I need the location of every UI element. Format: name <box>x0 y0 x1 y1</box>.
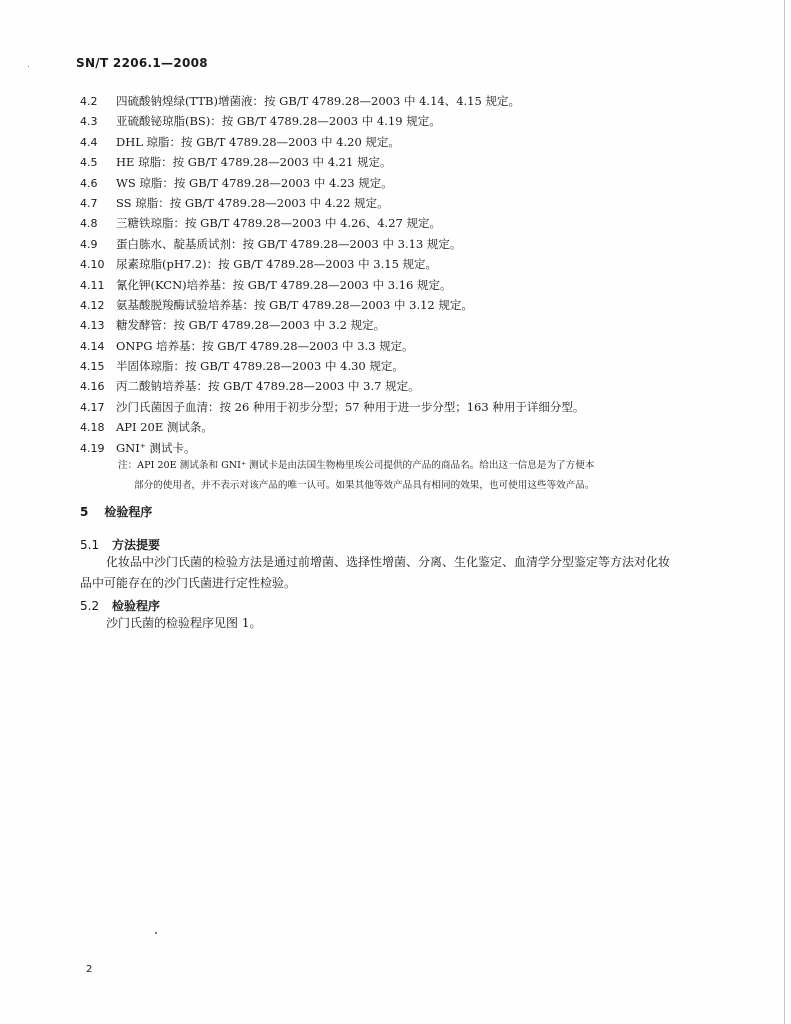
section-number: 5 <box>80 505 89 519</box>
item-number: 4.4 <box>80 135 98 149</box>
note-line-1: 注：API 20E 测试条和 GNI⁺ 测试卡是由法国生物梅里埃公司提供的产品的商品名。给出这一信息是为了方便本 <box>118 460 595 471</box>
list-item <box>80 275 690 295</box>
item-text: 蛋白胨水、靛基质试剂：按 GB/T 4789.28—2003 中 3.13 规定。 <box>116 236 462 251</box>
item-text: 糖发酵管：按 GB/T 4789.28—2003 中 3.2 规定。 <box>116 318 386 333</box>
subsection-number: 5.2 <box>80 599 100 613</box>
list-item <box>80 173 690 193</box>
list-item <box>80 295 690 315</box>
item-text: 氨基酸脱羧酶试验培养基：按 GB/T 4789.28—2003 中 3.12 规定。 <box>116 297 473 312</box>
list-item <box>80 438 690 458</box>
item-number: 4.13 <box>80 319 105 333</box>
list-item <box>80 336 690 356</box>
subsection-heading <box>80 536 160 553</box>
page-edge-shadow <box>784 0 785 1024</box>
list-item <box>80 254 690 274</box>
list-item <box>80 91 690 111</box>
item-text: 沙门氏菌因子血清：按 26 种用于初步分型；57 种用于进一步分型；163 种用于详细分型。 <box>116 399 585 414</box>
item-text: 亚硫酸铋琼脂(BS)：按 GB/T 4789.28—2003 中 4.19 规定。 <box>116 114 441 129</box>
section-heading <box>80 503 152 520</box>
procedure-paragraph: 沙门氏菌的检验程序见图 1。 <box>106 616 262 630</box>
item-number: 4.6 <box>80 176 98 190</box>
scan-speck <box>28 66 29 67</box>
list-item <box>80 213 690 233</box>
item-text: HE 琼脂：按 GB/T 4789.28—2003 中 4.21 规定。 <box>116 155 392 170</box>
section-title: 检验程序 <box>104 505 153 519</box>
header-rule <box>76 78 676 79</box>
item-number: 4.3 <box>80 115 98 129</box>
list-item <box>80 234 690 254</box>
item-text: API 20E 测试条。 <box>116 420 213 435</box>
item-text: GNI⁺ 测试卡。 <box>116 440 196 455</box>
item-number: 4.12 <box>80 298 105 312</box>
item-text: 丙二酸钠培养基：按 GB/T 4789.28—2003 中 3.7 规定。 <box>116 379 420 394</box>
list-item <box>80 397 690 417</box>
subsection-title: 检验程序 <box>112 599 161 613</box>
method-summary-paragraph: 化妆品中沙门氏菌的检验方法是通过前增菌、选择性增菌、分离、生化鉴定、血清学分型鉴定等方法对化妆品中可能存在的沙门氏菌进行定性检验。 <box>80 555 671 590</box>
scan-speck <box>155 932 157 934</box>
list-item <box>80 152 690 172</box>
item-number: 4.8 <box>80 217 98 231</box>
item-number: 4.18 <box>80 421 105 435</box>
item-text: ONPG 培养基：按 GB/T 4789.28—2003 中 3.3 规定。 <box>116 338 414 353</box>
item-text: 尿素琼脂(pH7.2)：按 GB/T 4789.28—2003 中 3.15 规定。 <box>116 257 438 272</box>
note-block <box>118 456 688 496</box>
item-text: DHL 琼脂：按 GB/T 4789.28—2003 中 4.20 规定。 <box>116 134 400 149</box>
list-item <box>80 315 690 335</box>
item-text: 半固体琼脂：按 GB/T 4789.28—2003 中 4.30 规定。 <box>116 359 404 374</box>
list-item <box>80 356 690 376</box>
note-line-2: 部分的使用者，并不表示对该产品的唯一认可。如果其他等效产品具有相同的效果，也可使用这些等效产品。 <box>134 480 595 491</box>
subsection-title: 方法提要 <box>112 538 161 552</box>
standard-code-header: SN/T 2206.1—2008 <box>76 56 208 70</box>
subsection-heading <box>80 597 160 614</box>
list-item <box>80 376 690 396</box>
list-item <box>80 111 690 131</box>
item-text: SS 琼脂：按 GB/T 4789.28—2003 中 4.22 规定。 <box>116 195 389 210</box>
item-number: 4.10 <box>80 258 105 272</box>
item-text: 三糖铁琼脂：按 GB/T 4789.28—2003 中 4.26、4.27 规定。 <box>116 216 441 231</box>
list-item <box>80 417 690 437</box>
reagent-list <box>80 91 690 458</box>
item-number: 4.15 <box>80 360 105 374</box>
item-number: 4.2 <box>80 95 98 108</box>
item-number: 4.19 <box>80 441 105 455</box>
item-number: 4.11 <box>80 278 105 292</box>
item-number: 4.17 <box>80 400 105 414</box>
item-number: 4.5 <box>80 156 98 170</box>
list-item <box>80 193 690 213</box>
item-number: 4.16 <box>80 380 105 394</box>
item-number: 4.14 <box>80 339 105 353</box>
item-text: 四硫酸钠煌绿(TTB)增菌液：按 GB/T 4789.28—2003 中 4.14、4.15 规定。 <box>116 94 520 108</box>
item-text: 氰化钾(KCN)培养基：按 GB/T 4789.28—2003 中 3.16 规定。 <box>116 277 452 292</box>
item-number: 4.7 <box>80 196 98 210</box>
subsection-number: 5.1 <box>80 538 100 552</box>
item-text: WS 琼脂：按 GB/T 4789.28—2003 中 4.23 规定。 <box>116 175 393 190</box>
page-number: 2 <box>86 964 93 975</box>
item-number: 4.9 <box>80 237 98 251</box>
list-item <box>80 132 690 152</box>
